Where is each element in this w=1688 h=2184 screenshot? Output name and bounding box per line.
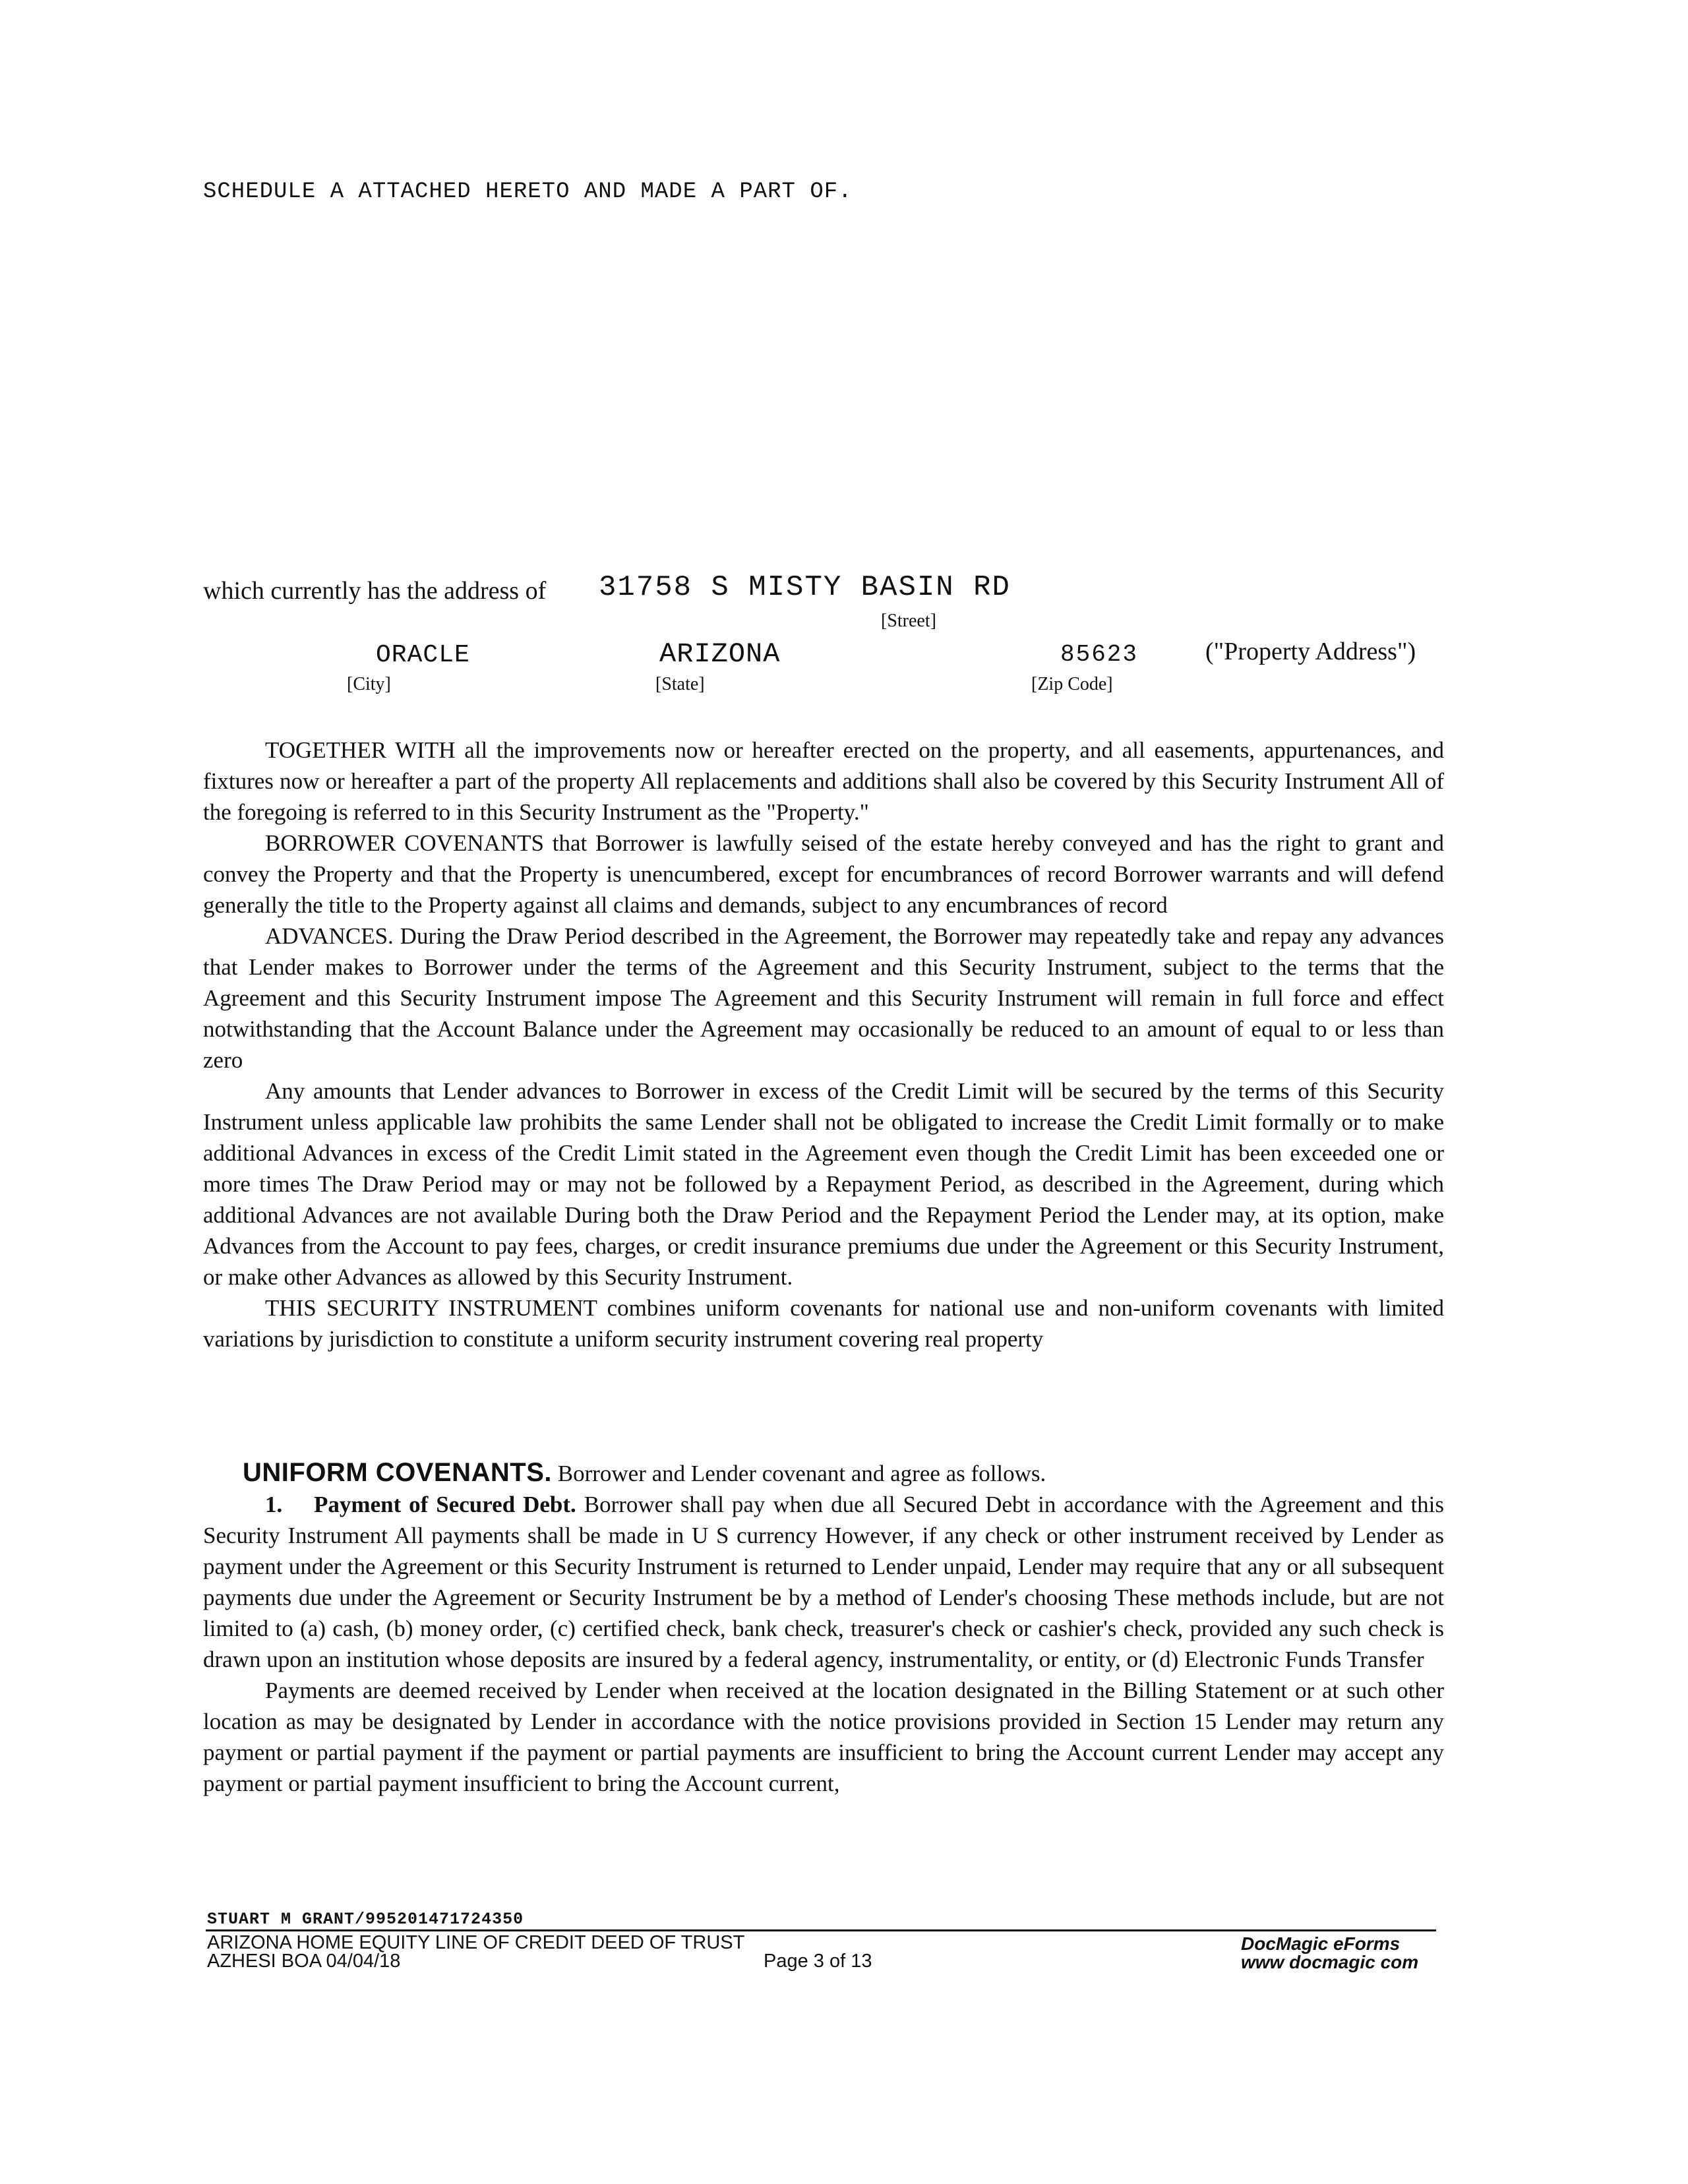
uniform-covenants-heading: UNIFORM COVENANTS. <box>243 1458 552 1487</box>
credit-limit-paragraph: Any amounts that Lender advances to Borrower in excess of the Credit Limit will be secured by the terms of this Security Instrument unless applicable law prohibits the same Lender shall not be obligated to increase the Credit Limit formally or to make additional Advances in excess of the Credit Limit stated in the Agreement even though the Credit Limit has been exceeded one or more times The Draw Period may or may not be followed by a Repayment Period, as described in the Agreement, during which additional Advances are not available During both the Draw Period and the Repayment Period the Lender may, at its option, make Advances from the Account to pay fees, charges, or credit insurance premiums due under the Agreement or this Security Instrument, or make other Advances as allowed by this Security Instrument. <box>203 1078 1444 1290</box>
section-1-text: Borrower shall pay when due all Secured Debt in accordance with the Agreement and this Security Instrument All payments shall be made in U S currency However, if any check or other instrument received by Lender as payment under the Agreement or this Security Instrument is returned to Lender unpaid, Lender may require that any or all subsequent payments due under the Agreement or Security Instrument be by a method of Lender's choosing These methods include, but are not limited to (a) cash, (b) money order, (c) certified check, bank check, treasurer's check or cashier's check, provided any such check is drawn upon an institution whose deposits are insured by a federal agency, instrumentality, or entity, or (d) Electronic Funds Transfer <box>203 1492 1445 1672</box>
security-instrument-paragraph: THIS SECURITY INSTRUMENT combines uniform covenants for national use and non-uniform covenants with limited variations by jurisdiction to constitute a uniform security instrument covering real property <box>203 1295 1444 1352</box>
property-address-label: ("Property Address") <box>1205 638 1416 665</box>
schedule-line: SCHEDULE A ATTACHED HERETO AND MADE A PART OF. <box>203 179 853 204</box>
footer-form-code: AZHESI BOA 04/04/18 <box>207 1951 401 1972</box>
footer-form-title: ARIZONA HOME EQUITY LINE OF CREDIT DEED OF TRUST <box>207 1932 745 1953</box>
zip-value: 85623 <box>1060 641 1139 668</box>
footer-website: www docmagic com <box>1241 1952 1419 1972</box>
section-1-number: 1. <box>265 1492 283 1517</box>
zip-caption: [Zip Code] <box>1031 674 1113 694</box>
state-caption: [State] <box>655 674 705 694</box>
uniform-covenants-heading-line <box>203 1457 1444 1489</box>
footer-page-label: Page 3 of 13 <box>764 1951 872 1972</box>
address-lead-text: which currently has the address of <box>203 577 547 605</box>
body-text <box>203 735 1444 1354</box>
advances-paragraph: ADVANCES. During the Draw Period described in the Agreement, the Borrower may repeatedly take and repay any advances that Lender makes to Borrower under the terms of the Agreement and this Security Instrument, subject to the terms that the Agreement and this Security Instrument impose The Agreement and this Security Instrument will remain in full force and effect notwithstanding that the Account Balance under the Agreement may occasionally be reduced to an amount of equal to or less than zero <box>203 923 1444 1073</box>
payments-paragraph: Payments are deemed received by Lender when received at the location designated in the Billing Statement or at such other location as may be designated by Lender in accordance with the notice provisions provided in Section 15 Lender may return any payment or partial payment if the payment or partial payments are insufficient to bring the Account current Lender may accept any payment or partial payment insufficient to bring the Account current, <box>203 1678 1444 1796</box>
street-value: 31758 S MISTY BASIN RD <box>599 571 1011 604</box>
city-value: ORACLE <box>376 641 470 669</box>
uniform-covenants-intro: Borrower and Lender covenant and agree as follows. <box>557 1461 1046 1486</box>
borrower-covenants-paragraph: BORROWER COVENANTS that Borrower is lawfully seised of the estate hereby conveyed and has the right to grant and convey the Property and that the Property is unencumbered, except for encumbrances of record Borrower warrants and will defend generally the title to the Property against all claims and demands, subject to any encumbrances of record <box>203 830 1444 918</box>
uniform-covenants-section <box>203 1457 1444 1799</box>
together-with-paragraph: TOGETHER WITH all the improvements now or hereafter erected on the property, and all easements, appurtenances, and fixtures now or hereafter a part of the property All replacements and additions shall also be covered by this Security Instrument All of the foregoing is referred to in this Security Instrument as the "Property." <box>203 737 1444 825</box>
footer-brand-logo: DocMagic eForms <box>1241 1933 1401 1954</box>
state-value: ARIZONA <box>659 638 781 670</box>
street-caption: [Street] <box>881 611 936 631</box>
section-1-paragraph <box>203 1489 1444 1675</box>
footer-borrower-loan-id: STUART M GRANT/995201471724350 <box>207 1910 524 1929</box>
city-caption: [City] <box>347 674 391 694</box>
footer-divider <box>206 1929 1436 1931</box>
section-1-title: Payment of Secured Debt. <box>314 1492 576 1517</box>
